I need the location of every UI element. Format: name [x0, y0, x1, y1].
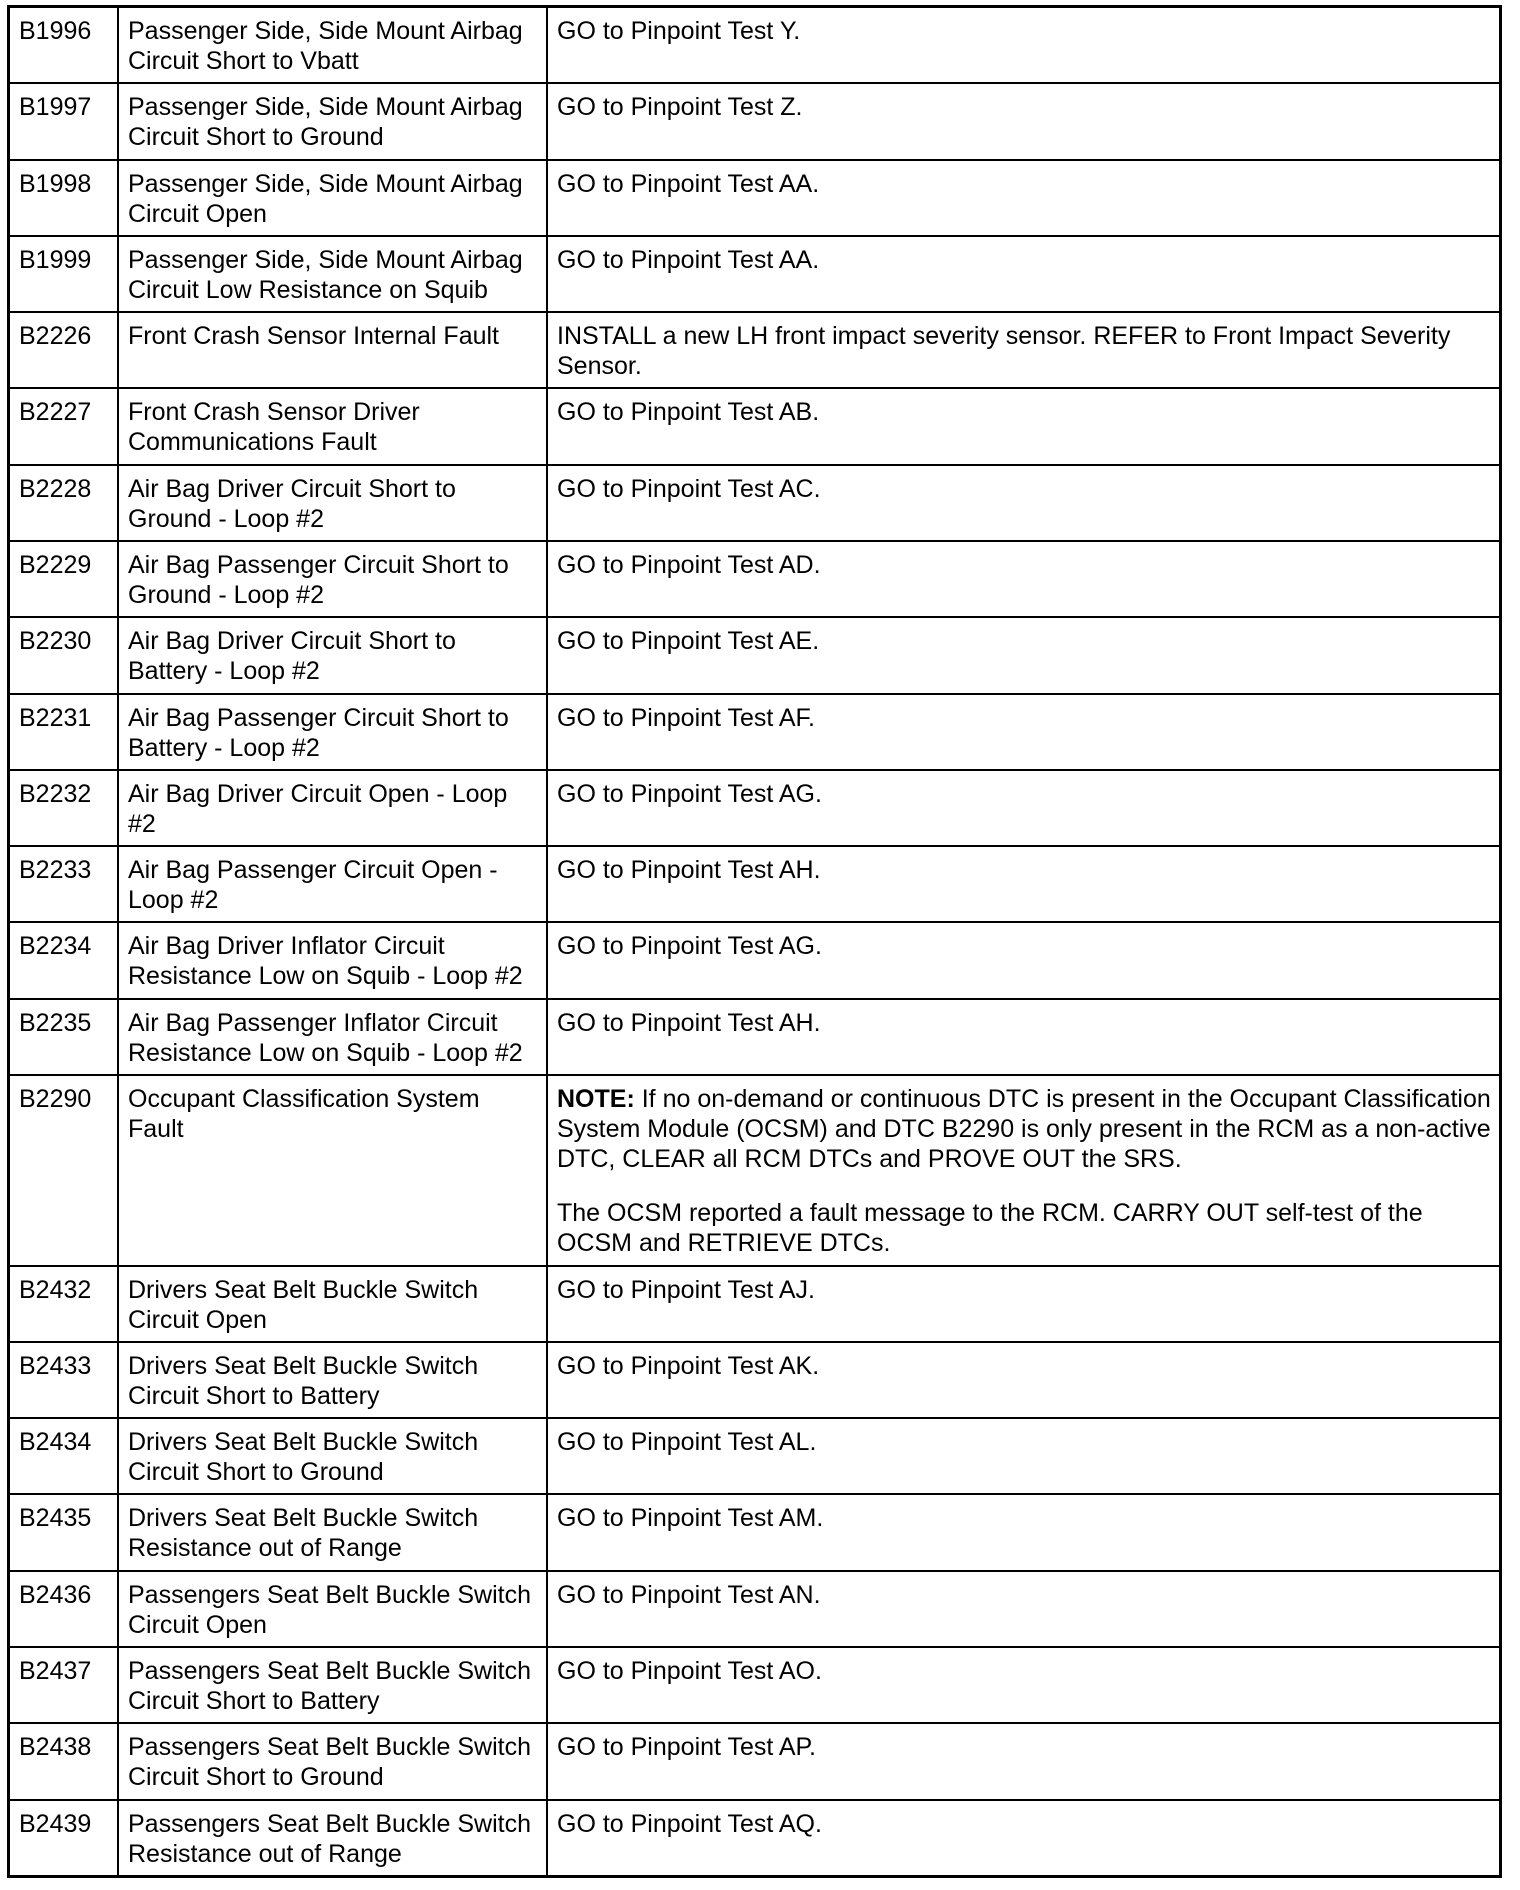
dtc-description: Passengers Seat Belt Buckle Switch Circuit Open: [118, 1571, 547, 1647]
dtc-code: B2436: [10, 1571, 118, 1647]
dtc-description: Front Crash Sensor Driver Communications Fault: [118, 388, 547, 464]
dtc-description: Air Bag Driver Circuit Open - Loop #2: [118, 770, 547, 846]
dtc-description: Passenger Side, Side Mount Airbag Circuit Short to Vbatt: [118, 8, 547, 83]
table-row: [10, 922, 1499, 998]
dtc-description: Air Bag Passenger Inflator Circuit Resistance Low on Squib - Loop #2: [118, 999, 547, 1075]
table-row: [10, 1723, 1499, 1799]
table-row: [10, 1571, 1499, 1647]
dtc-code: B1996: [10, 8, 118, 83]
dtc-code: B2227: [10, 388, 118, 464]
dtc-action: GO to Pinpoint Test AQ.: [547, 1800, 1499, 1875]
dtc-description: Drivers Seat Belt Buckle Switch Circuit Open: [118, 1266, 547, 1342]
dtc-code: B2231: [10, 694, 118, 770]
dtc-description: Occupant Classification System Fault: [118, 1075, 547, 1266]
dtc-code: B2235: [10, 999, 118, 1075]
dtc-action: GO to Pinpoint Test Y.: [547, 8, 1499, 83]
dtc-code: B2434: [10, 1418, 118, 1494]
dtc-code: B2228: [10, 465, 118, 541]
dtc-code: B2232: [10, 770, 118, 846]
dtc-code: B1998: [10, 160, 118, 236]
table-row: [10, 1418, 1499, 1494]
table-row: [10, 846, 1499, 922]
dtc-code: B2290: [10, 1075, 118, 1266]
dtc-code: B2435: [10, 1494, 118, 1570]
table-row: [10, 1800, 1499, 1875]
table-row: [10, 1075, 1499, 1266]
dtc-action: GO to Pinpoint Test AL.: [547, 1418, 1499, 1494]
table-row: [10, 465, 1499, 541]
table-row: [10, 694, 1499, 770]
dtc-action: GO to Pinpoint Test AA.: [547, 160, 1499, 236]
dtc-action: GO to Pinpoint Test AF.: [547, 694, 1499, 770]
dtc-action: GO to Pinpoint Test AC.: [547, 465, 1499, 541]
dtc-action: GO to Pinpoint Test AH.: [547, 999, 1499, 1075]
table-row: [10, 388, 1499, 464]
dtc-code: B2233: [10, 846, 118, 922]
dtc-code: B2226: [10, 312, 118, 388]
table-row: [10, 770, 1499, 846]
dtc-description: Drivers Seat Belt Buckle Switch Circuit Short to Ground: [118, 1418, 547, 1494]
dtc-action: GO to Pinpoint Test AP.: [547, 1723, 1499, 1799]
dtc-code: B2230: [10, 617, 118, 693]
dtc-table: [10, 8, 1499, 1875]
dtc-description: Drivers Seat Belt Buckle Switch Resistance out of Range: [118, 1494, 547, 1570]
dtc-code: B2234: [10, 922, 118, 998]
table-row: [10, 999, 1499, 1075]
dtc-description: Air Bag Passenger Circuit Short to Ground - Loop #2: [118, 541, 547, 617]
table-row: [10, 1494, 1499, 1570]
dtc-action: GO to Pinpoint Test Z.: [547, 83, 1499, 159]
action-paragraph: The OCSM reported a fault message to the RCM. CARRY OUT self-test of the OCSM and RETRIEVE DTCs.: [557, 1198, 1423, 1257]
dtc-code: B2438: [10, 1723, 118, 1799]
dtc-action: GO to Pinpoint Test AG.: [547, 770, 1499, 846]
dtc-code: B1999: [10, 236, 118, 312]
table-row: [10, 1266, 1499, 1342]
dtc-description: Drivers Seat Belt Buckle Switch Circuit Short to Battery: [118, 1342, 547, 1418]
dtc-description: Air Bag Driver Circuit Short to Battery - Loop #2: [118, 617, 547, 693]
table-row: [10, 541, 1499, 617]
dtc-description: Front Crash Sensor Internal Fault: [118, 312, 547, 388]
dtc-action: [547, 1075, 1499, 1266]
dtc-action: GO to Pinpoint Test AA.: [547, 236, 1499, 312]
dtc-action: GO to Pinpoint Test AD.: [547, 541, 1499, 617]
dtc-action: GO to Pinpoint Test AM.: [547, 1494, 1499, 1570]
dtc-description: Air Bag Passenger Circuit Short to Battery - Loop #2: [118, 694, 547, 770]
dtc-code: B2437: [10, 1647, 118, 1723]
dtc-description: Air Bag Driver Inflator Circuit Resistance Low on Squib - Loop #2: [118, 922, 547, 998]
table-row: [10, 8, 1499, 83]
note-paragraph: [557, 1084, 1491, 1174]
dtc-description: Passengers Seat Belt Buckle Switch Circuit Short to Ground: [118, 1723, 547, 1799]
dtc-code: B1997: [10, 83, 118, 159]
table-row: [10, 617, 1499, 693]
note-label: NOTE:: [557, 1084, 635, 1113]
dtc-code: B2433: [10, 1342, 118, 1418]
note-text: If no on-demand or continuous DTC is present in the Occupant Classification System Module (OCSM) and DTC B2290 is only present in the RCM as a non-active DTC, CLEAR all RCM DTCs and PROVE OUT the SRS.: [557, 1084, 1491, 1173]
table-row: [10, 1647, 1499, 1723]
dtc-description: Passengers Seat Belt Buckle Switch Resistance out of Range: [118, 1800, 547, 1875]
dtc-action: GO to Pinpoint Test AK.: [547, 1342, 1499, 1418]
dtc-action: GO to Pinpoint Test AG.: [547, 922, 1499, 998]
dtc-description: Air Bag Driver Circuit Short to Ground - Loop #2: [118, 465, 547, 541]
dtc-code: B2229: [10, 541, 118, 617]
dtc-action: GO to Pinpoint Test AO.: [547, 1647, 1499, 1723]
table-row: [10, 83, 1499, 159]
dtc-action: GO to Pinpoint Test AH.: [547, 846, 1499, 922]
dtc-description: Passenger Side, Side Mount Airbag Circuit Low Resistance on Squib: [118, 236, 547, 312]
dtc-action: INSTALL a new LH front impact severity sensor. REFER to Front Impact Severity Sensor.: [547, 312, 1499, 388]
dtc-code: B2439: [10, 1800, 118, 1875]
dtc-action: GO to Pinpoint Test AJ.: [547, 1266, 1499, 1342]
dtc-description: Passenger Side, Side Mount Airbag Circuit Open: [118, 160, 547, 236]
dtc-action: GO to Pinpoint Test AE.: [547, 617, 1499, 693]
dtc-description: Passengers Seat Belt Buckle Switch Circuit Short to Battery: [118, 1647, 547, 1723]
table-row: [10, 236, 1499, 312]
dtc-action: GO to Pinpoint Test AN.: [547, 1571, 1499, 1647]
table-row: [10, 160, 1499, 236]
dtc-description: Air Bag Passenger Circuit Open - Loop #2: [118, 846, 547, 922]
dtc-description: Passenger Side, Side Mount Airbag Circuit Short to Ground: [118, 83, 547, 159]
table-row: [10, 1342, 1499, 1418]
dtc-code: B2432: [10, 1266, 118, 1342]
dtc-table-frame: [7, 5, 1502, 1878]
table-row: [10, 312, 1499, 388]
dtc-action: GO to Pinpoint Test AB.: [547, 388, 1499, 464]
